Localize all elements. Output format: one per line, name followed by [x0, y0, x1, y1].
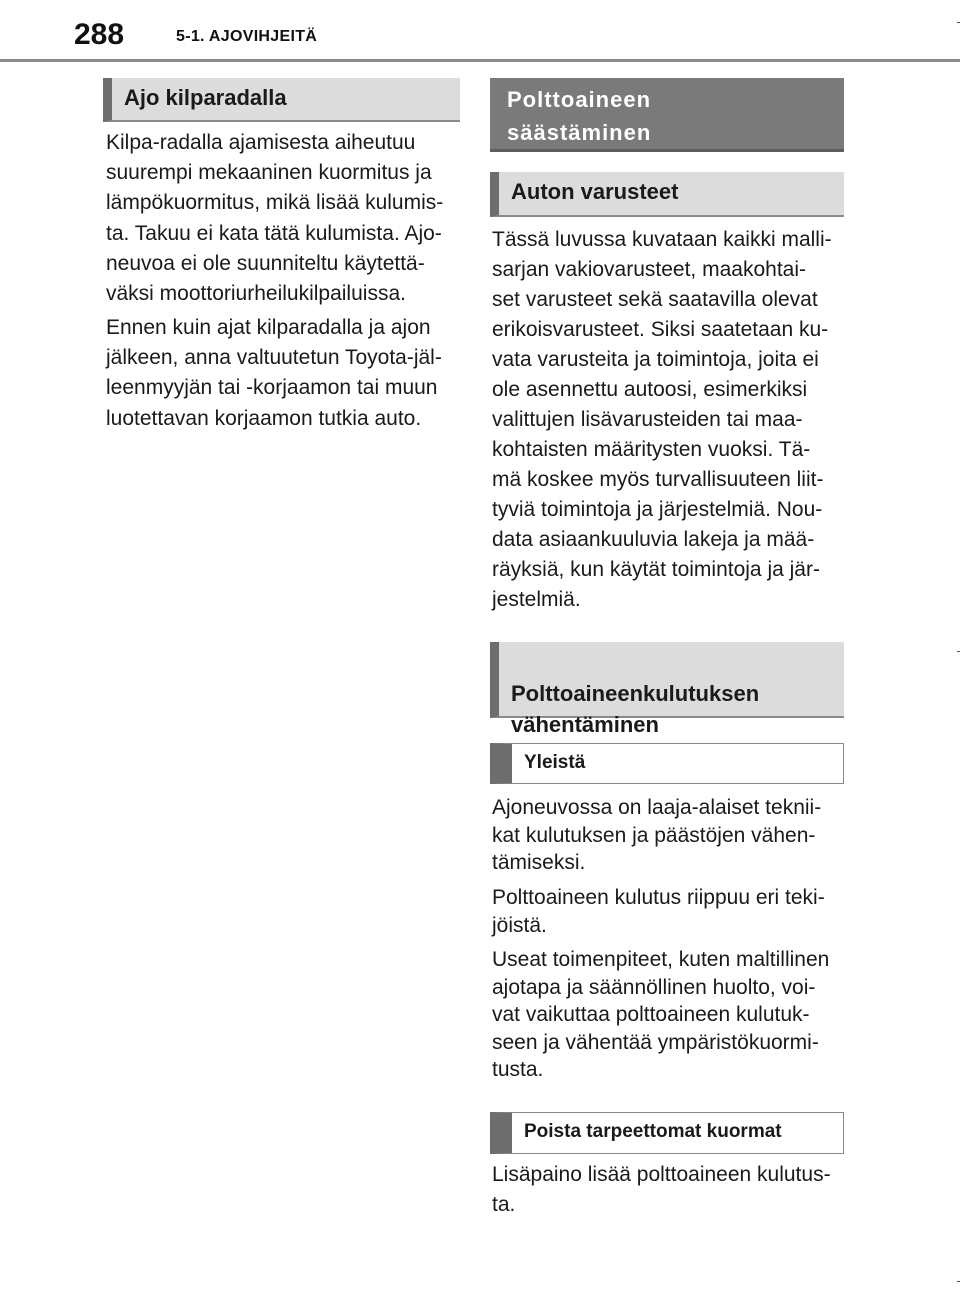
paragraph-yleista-2: Polttoaineen kulutus riippuu eri teki- jöistä.: [492, 886, 825, 937]
heading-yleista-label: Yleistä: [524, 752, 586, 773]
heading-poista-label: Poista tarpeettomat kuormat: [524, 1121, 782, 1142]
header-rule: [0, 59, 960, 62]
paragraph-kilparata-kuormitus: Kilpa-radalla ajamisesta aiheutuu suurempi mekaaninen kuormitus ja lämpökuormitus, mikä lisää kulumis- ta. Takuu ei kata tätä kulumista. Ajo- neuvoa ei ole suunniteltu käytettä- väksi moottoriurheilukilpailuissa.: [106, 131, 444, 306]
section-title: 5-1. AJOVIHJEITÄ: [176, 28, 318, 45]
paragraph-kilparata-tarkastus: Ennen kuin ajat kilparadalla ja ajon jälkeen, anna valtuutetun Toyota-jäl- leenmyyjän tai -korjaamon tai muun luotettavan korjaamon tutkia auto.: [106, 316, 442, 430]
heading-polttoaineen-saastaminen: Polttoaineen säästäminen: [490, 78, 844, 152]
heading-ajo-kilparadalla: [103, 78, 460, 122]
heading-ajo-kilparadalla-label: Ajo kilparadalla: [124, 85, 287, 110]
paragraph-yleista-3: Useat toimenpiteet, kuten maltillinen ajotapa ja säännöllinen huolto, voi- vat vaikuttaa polttoaineen kulutuk- seen ja vähentää ympäristökuormi- tusta.: [492, 948, 830, 1081]
paragraph-varusteet: Tässä luvussa kuvataan kaikki malli- sarjan vakiovarusteet, maakohtai- set varusteet sekä saatavilla olevat erikoisvarusteet. Siksi saatetaan ku- vata varusteita ja toimintoja, joita ei ole asennettu autoosi, esimerkiksi valittujen lisävarusteiden tai maa- kohtaisten määritysten vuoksi. Tä- mä koskee myös turvallisuuteen liit- tyviä toimintoja ja järjestelmiä. Nou- data asiaankuuluvia lakeja ja mää- räyksiä, kun käytät toimintoja ja jär- jestelmiä.: [492, 228, 832, 611]
heading-yleista: [490, 743, 844, 784]
heading-auton-varusteet-label: Auton varusteet: [511, 179, 679, 204]
heading-auton-varusteet: [490, 172, 844, 217]
paragraph-yleista-1: Ajoneuvossa on laaja-alaiset teknii- kat kulutuksen ja päästöjen vähen- tämiseksi.: [492, 796, 822, 874]
heading-kulutus-label: Polttoaineenkulutuksen vähentäminen: [511, 681, 760, 737]
heading-polttoaineenkulutuksen-vahentaminen: [490, 642, 844, 737]
heading-poista-tarpeettomat-kuormat: [490, 1112, 844, 1154]
page-number: 288: [74, 18, 125, 51]
paragraph-poista: Lisäpaino lisää polttoaineen kulutus- ta.: [492, 1163, 831, 1216]
